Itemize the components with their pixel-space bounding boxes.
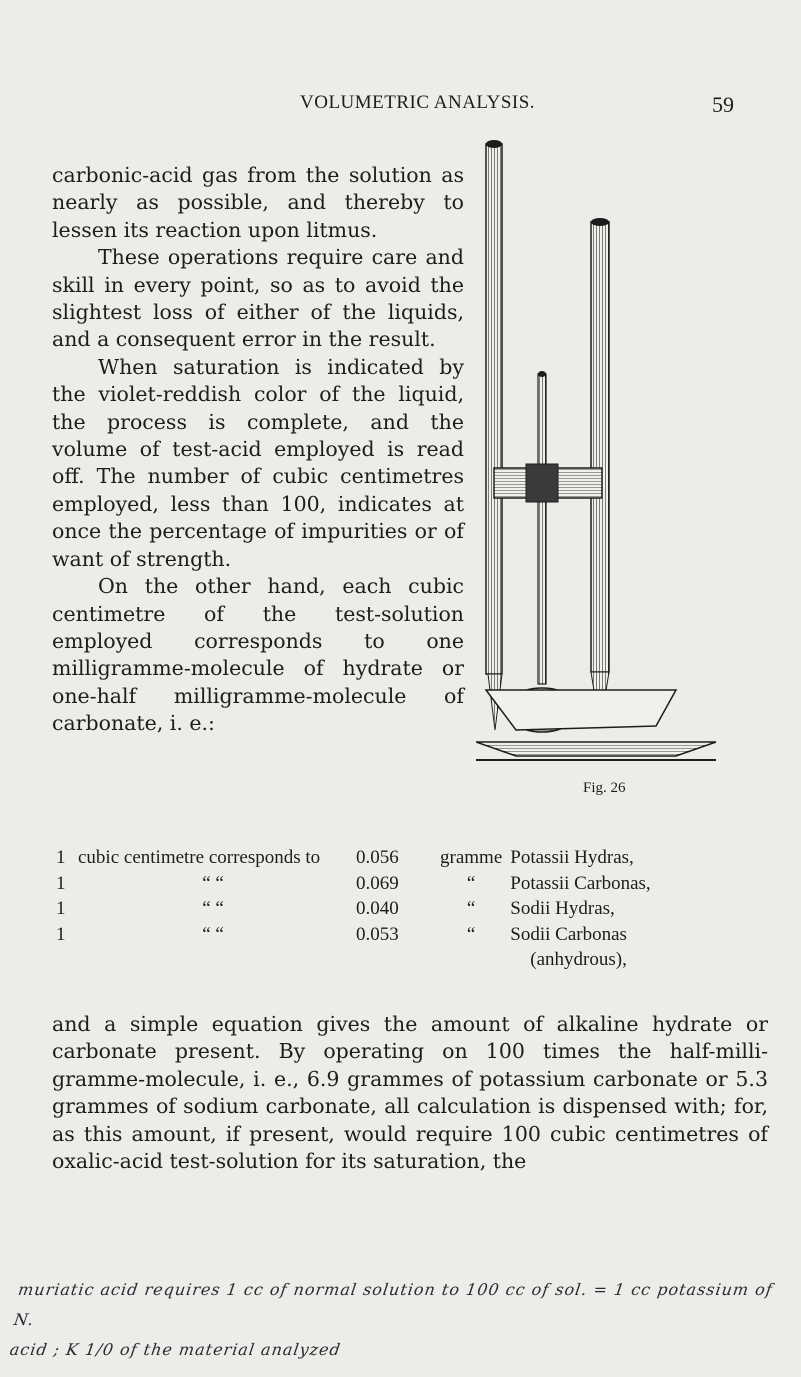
equivalent-qty: 1 — [56, 898, 66, 919]
spacer-cell — [56, 947, 74, 973]
equivalent-value: 0.040 — [356, 898, 399, 919]
equivalent-mass: gramme — [440, 847, 503, 868]
annotation-line-2: acid ; K 1/0 of the material analyzed — [8, 1340, 343, 1359]
equivalent-value: 0.056 — [356, 847, 399, 868]
equivalent-continuation-row — [56, 947, 776, 973]
equivalent-unit: “ “ — [202, 923, 224, 945]
spacer-cell — [436, 947, 506, 973]
equivalent-value: 0.053 — [356, 923, 399, 945]
running-head: VOLUMETRIC ANALYSIS. — [300, 92, 536, 113]
equivalent-row — [56, 871, 776, 897]
paragraph-continuation: carbonic-acid gas from the solution as nearly as possible, and thereby to lessen its reaction upon litmus. — [52, 163, 464, 242]
equivalent-substance: Potassii Carbonas, — [510, 872, 651, 894]
equivalent-substance: Potassii Hydras, — [510, 847, 634, 868]
equivalent-substance: Sodii Hydras, — [510, 898, 615, 919]
equivalent-substance: Sodii Carbonas — [510, 923, 627, 945]
spacer-cell — [352, 947, 436, 973]
paragraph-saturation: When saturation is indicated by the violet-reddish color of the liquid, the process is complete, and the volume of test-acid employed is read off. The number of cubic centimetres employed, less than 100, indicates at once the percentage of impurities or of want of strength. — [52, 354, 464, 571]
equivalent-value: 0.069 — [356, 872, 399, 894]
paragraph-simple-equation: and a simple equation gives the amount of alkaline hydrate or carbonate present. By operating on 100 times the half-milli-gramme-molecule, i. e., 6.9 grammes of potassium carbonate or 5.3 grammes of sodium carbonate, all calculation is dispensed with; for, as this amount, if present, would require 100 cubic centimetres of oxalic-acid test-solution for its saturation, the — [52, 1012, 768, 1174]
equivalent-qty: 1 — [56, 923, 66, 945]
annotation-line-1: muriatic acid requires 1 cc of normal solution to 100 cc of sol. = 1 cc potassium of N. — [12, 1280, 775, 1329]
equivalent-row — [56, 896, 776, 922]
spacer-cell — [74, 947, 352, 973]
text-column — [52, 162, 464, 738]
equivalent-mass: “ — [466, 872, 476, 894]
equivalent-mass: “ — [466, 923, 476, 945]
equivalent-unit: “ “ — [202, 872, 224, 894]
burette-stand-illustration — [476, 130, 766, 770]
equivalents-table — [56, 845, 776, 973]
equivalent-qty: 1 — [56, 872, 66, 894]
equivalent-unit: “ “ — [202, 898, 224, 919]
paragraph-operations: These operations require care and skill in every point, so as to avoid the slightest loss of either of the liquids, and a consequent error in the result. — [52, 245, 464, 352]
page-number: 59 — [712, 92, 734, 117]
equivalent-row — [56, 922, 776, 948]
figure-caption: Fig. 26 — [583, 780, 626, 796]
paragraph-equivalents-intro: On the other hand, each cubic centimetre of the test-solution employed corresponds to one milligramme-molecule of hydrate or one-half milligramme-molecule of carbonate, i. e.: — [52, 574, 464, 736]
equivalent-unit: cubic centimetre corresponds to — [78, 847, 321, 868]
lower-text — [52, 1011, 768, 1175]
equivalent-continuation: (anhydrous), — [530, 949, 627, 970]
equivalent-qty: 1 — [56, 847, 66, 868]
equivalent-row — [56, 845, 776, 871]
equivalent-mass: “ — [466, 898, 476, 919]
handwritten-annotation — [8, 1275, 801, 1365]
